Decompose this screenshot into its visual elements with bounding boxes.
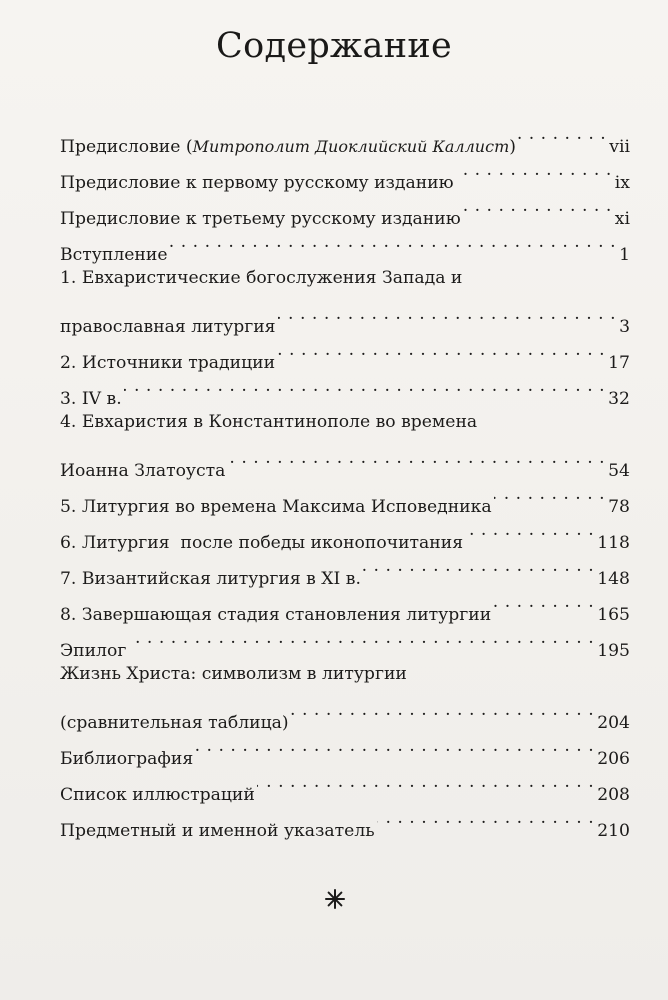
toc-entry-label: 4. Евхаристия в Константинополе во времена — [60, 412, 478, 432]
dot-leader — [377, 800, 595, 836]
dot-leader — [277, 332, 605, 368]
toc-entry-chapter-4[interactable] — [60, 404, 630, 481]
toc-entry-number: 7. — [60, 569, 77, 589]
toc-entry-page: 1 — [619, 245, 630, 265]
dot-leader — [170, 224, 617, 260]
toc-entry-page: 208 — [597, 785, 630, 805]
toc-entry-label: 2. Источники традиции — [60, 353, 276, 373]
toc-entry-label: 8. Завершающая стадия становления литургии — [60, 605, 492, 625]
toc-entry-page: 118 — [597, 533, 630, 553]
toc-entry-chapter-3[interactable] — [60, 368, 630, 409]
dot-leader — [493, 584, 594, 620]
toc-entry-label-continued: православная литургия — [60, 317, 276, 337]
toc-entry-label: Жизнь Христа: символизм в литургии — [60, 664, 407, 684]
toc-entry-label: 5. Литургия во времена Максима Исповедника — [60, 497, 492, 517]
table-of-contents — [60, 116, 630, 841]
dot-leader — [278, 296, 617, 332]
toc-entry-label: Вступление — [60, 245, 168, 265]
toc-entry-number: 6. — [60, 533, 77, 553]
toc-entry-page: 206 — [597, 749, 630, 769]
toc-entry-page: 32 — [608, 389, 630, 409]
toc-entry-label-continued: (сравнительная таблица) — [60, 713, 289, 733]
toc-entry-page: xi — [614, 209, 630, 229]
toc-entry-label: 7. Византийская литургия в XI в. — [60, 569, 361, 589]
toc-entry-number: 2. — [60, 353, 77, 373]
dot-leader — [227, 440, 605, 476]
toc-entry-chapter-1[interactable] — [60, 260, 630, 337]
toc-entry-page: 210 — [597, 821, 630, 841]
toc-entry-label: Список иллюстраций — [60, 785, 255, 805]
toc-entry-page: 195 — [597, 641, 630, 661]
toc-entry-page: 165 — [597, 605, 630, 625]
toc-entry-foreword[interactable] — [60, 116, 630, 157]
toc-entry-label: Библиография — [60, 749, 194, 769]
toc-entry-label: 1. Евхаристические богослужения Запада и — [60, 268, 463, 288]
dot-leader — [257, 764, 594, 800]
dot-leader — [465, 512, 594, 548]
toc-entry-label: Предметный и именной указатель — [60, 821, 375, 841]
toc-entry-label: Предисловие (Митрополит Диоклийский Каллист) — [60, 137, 516, 157]
toc-entry-page: 204 — [597, 713, 630, 733]
toc-entry-number: 5. — [60, 497, 77, 517]
toc-entry-number: 3. — [60, 389, 77, 409]
page-title: Содержание — [216, 26, 452, 66]
toc-entry-page: 148 — [597, 569, 630, 589]
toc-entry-label-continued: Иоанна Златоуста — [60, 461, 226, 481]
toc-entry-page: 78 — [608, 497, 630, 517]
dot-leader — [128, 620, 594, 656]
toc-entry-label: Предисловие к первому русскому изданию — [60, 173, 454, 193]
toc-entry-page: 17 — [608, 353, 630, 373]
dot-leader — [456, 152, 612, 188]
toc-entry-author: Митрополит Диоклийский Каллист — [192, 137, 510, 156]
dot-leader — [363, 548, 594, 584]
toc-entry-number: 8. — [60, 605, 77, 625]
toc-entry-epilogue[interactable] — [60, 620, 630, 661]
toc-entry-page: 3 — [619, 317, 630, 337]
dot-leader — [291, 692, 595, 728]
toc-entry-number: 1. — [60, 268, 77, 288]
dot-leader — [195, 728, 594, 764]
toc-entry-label: 6. Литургия после победы иконопочитания — [60, 533, 464, 553]
toc-entry-page: 54 — [608, 461, 630, 481]
toc-entry-page: vii — [609, 137, 630, 157]
toc-entry-label: Эпилог — [60, 641, 127, 661]
toc-entry-life-of-christ[interactable] — [60, 656, 630, 733]
asterisk-ornament-icon — [324, 888, 346, 910]
toc-entry-label: 3. IV в. — [60, 389, 122, 409]
toc-entry-page: ix — [614, 173, 630, 193]
dot-leader — [518, 116, 606, 152]
toc-entry-number: 4. — [60, 412, 77, 432]
toc-entry-label: Предисловие к третьему русскому изданию — [60, 209, 461, 229]
dot-leader — [463, 188, 612, 224]
dot-leader — [494, 476, 606, 512]
dot-leader — [124, 368, 605, 404]
